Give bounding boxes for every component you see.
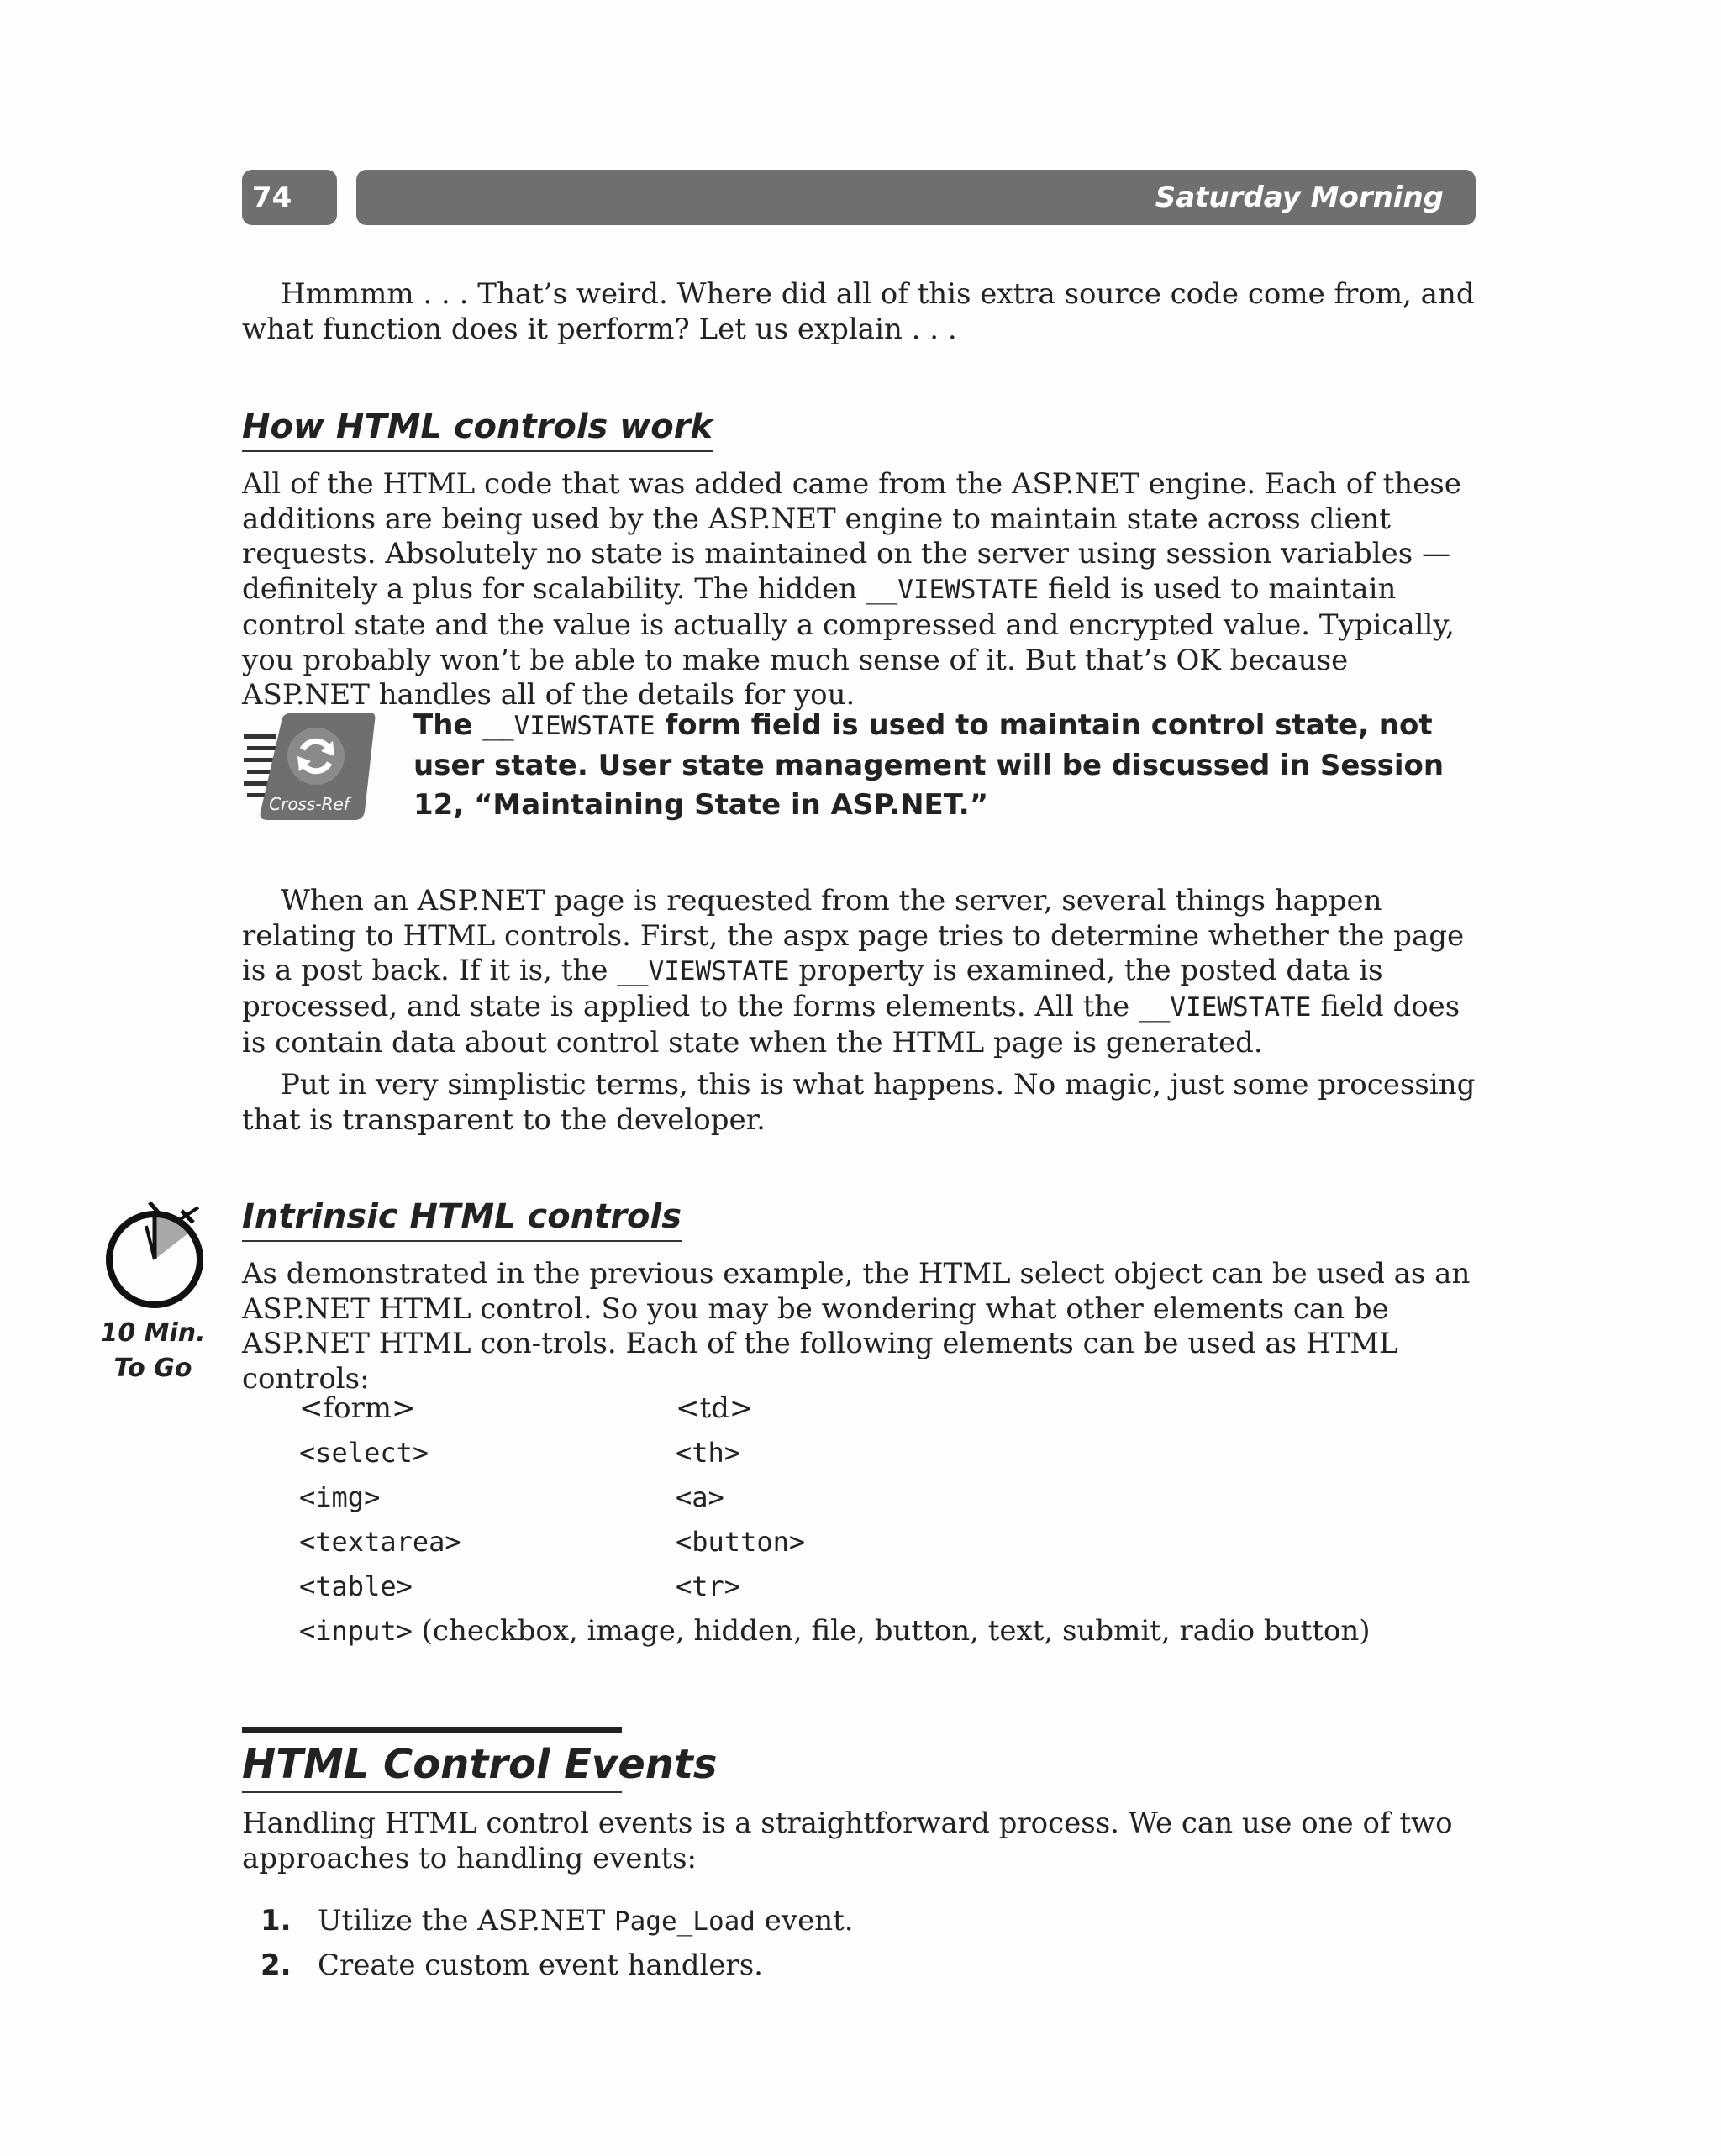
code-viewstate: __VIEWSTATE [1139, 992, 1312, 1023]
event-approaches-list [261, 1899, 854, 1988]
tag-a: <a> [676, 1481, 724, 1513]
svg-text:Cross-Ref: Cross-Ref [269, 794, 350, 814]
code-viewstate: __VIEWSTATE [482, 711, 655, 741]
request-paragraph: When an ASP.NET page is requested from the server, several things happen relating to HTML controls. First, the aspx page tries to determine whether the page is a post back. If it is, the __VIEWSTATE property is examined, the posted data is processed, and state is applied to the forms elements. All the __VIEWSTATE field does is contain data about control state when the HTML page is generated. [242, 884, 1465, 1060]
cross-ref-icon [242, 713, 376, 827]
tag-img: <img> [299, 1481, 381, 1513]
tag-button: <button> [676, 1526, 806, 1558]
stopwatch-icon [99, 1197, 212, 1318]
input-types-note: (checkbox, image, hidden, file, button, text, submit, radio button) [412, 1614, 1371, 1648]
section-rule [242, 1727, 622, 1733]
section-heading-intrinsic-html-controls: Intrinsic HTML controls [242, 1195, 682, 1242]
list-number: 2. [261, 1948, 292, 1982]
tag-input: <input> [299, 1615, 413, 1647]
tag-tr: <tr> [676, 1570, 741, 1602]
list-item: 1. Utilize the ASP.NET Page_Load event. [261, 1899, 854, 1943]
intro-paragraph: Hmmmm . . . That’s weird. Where did all of this extra source code come from, and what function does it perform? Let us explain . . . [242, 277, 1475, 346]
tag-textarea: <textarea> [299, 1526, 461, 1558]
cross-ref-note: The __VIEWSTATE form field is used to maintain control state, not user state. User state management will be discussed in Session 12, “Maintaining State in ASP.NET.” [413, 708, 1445, 822]
code-viewstate: __VIEWSTATE [866, 575, 1039, 606]
running-header: Saturday Morning [356, 170, 1476, 225]
intrinsic-paragraph: As demonstrated in the previous example, the HTML select object can be used as an ASP.NET HTML control. So you may be wondering what other elements can be ASP.NET HTML con-trols. Each of the following elements can be used as HTML controls: [242, 1257, 1471, 1396]
code-page-load: Page_Load [613, 1906, 755, 1937]
tag-select: <select> [299, 1437, 429, 1469]
tag-td: <td> [676, 1391, 754, 1425]
page-number: 74 [242, 170, 337, 225]
events-paragraph: Handling HTML control events is a straightforward process. We can use one of two approaches to handling events: [242, 1806, 1453, 1875]
code-viewstate: __VIEWSTATE [617, 956, 790, 987]
list-number: 1. [261, 1904, 292, 1938]
list-item: 2. Create custom event handlers. [261, 1943, 854, 1988]
tag-input-row [299, 1609, 1371, 1654]
tag-form: <form> [299, 1391, 416, 1425]
how-controls-paragraph: All of the HTML code that was added came from the ASP.NET engine. Each of these additions are being used by the ASP.NET engine to maintain state across client requests. Absolutely no state is maintained on the server using session variables — definitely a plus for scalability. The hidden __VIEWSTATE field is used to maintain control state and the value is actually a compressed and encrypted value. Typically, you probably won’t be able to make much sense of it. But that’s OK because ASP.NET handles all of the details for you. [242, 467, 1461, 713]
section-heading-how-html-controls-work: How HTML controls work [242, 405, 713, 452]
time-remaining-label: 10 Min. To Go [100, 1318, 206, 1383]
tag-th: <th> [676, 1437, 741, 1469]
section-heading-html-control-events: HTML Control Events [242, 1738, 622, 1793]
simplistic-paragraph: Put in very simplistic terms, this is what happens. No magic, just some processing that is transparent to the developer. [242, 1068, 1476, 1137]
tag-table: <table> [299, 1570, 413, 1602]
